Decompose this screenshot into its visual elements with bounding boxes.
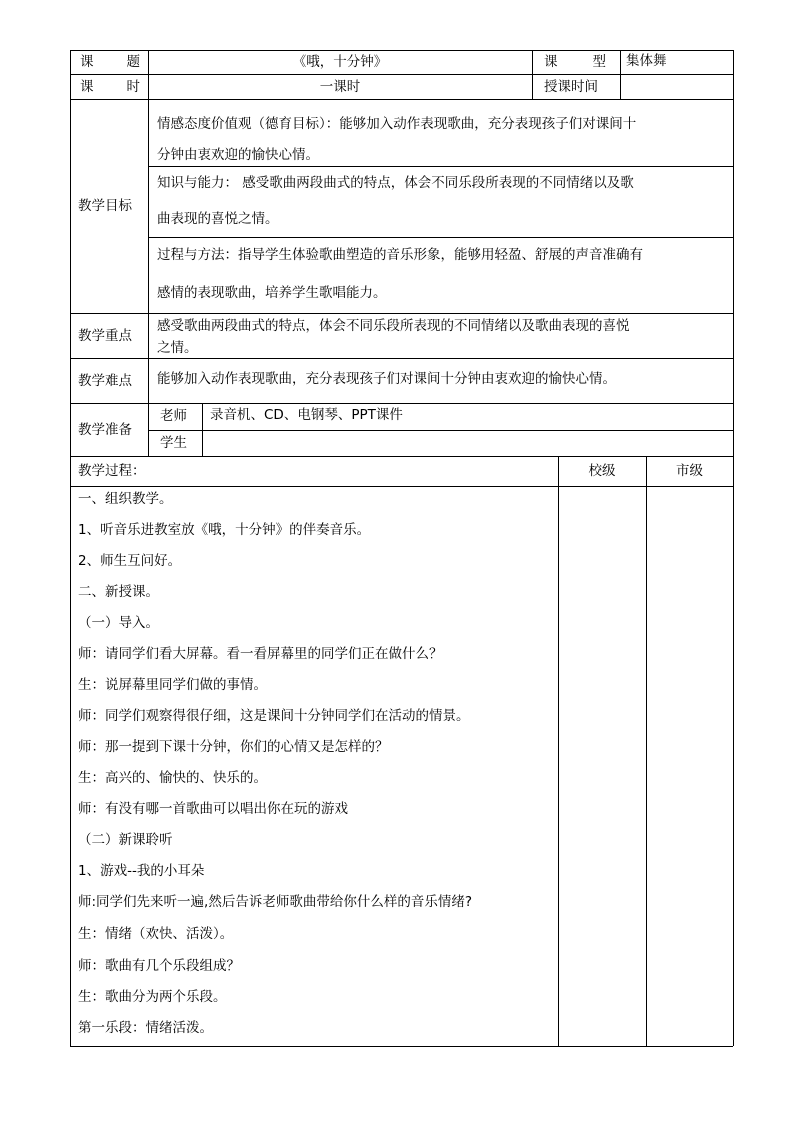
process-column-divider (646, 456, 647, 1046)
process-line: 第一乐段：情绪活泼。 (78, 1020, 213, 1036)
table-left-border (70, 50, 71, 1046)
topic-label: 课 题 (80, 54, 140, 70)
period-value: 一课时 (319, 79, 361, 95)
row-divider (70, 456, 733, 457)
difficulties-text: 能够加入动作表现歌曲，充分表现孩子们对课间十分钟由衷欢迎的愉快心情。 (157, 371, 616, 387)
process-title: 教学过程： (78, 463, 146, 479)
objective-process-line: 过程与方法：指导学生体验歌曲塑造的音乐形象，能够用轻盈、舒展的声音准确有 (157, 247, 643, 263)
process-line: 师：那一提到下课十分钟，你们的心情又是怎样的？ (78, 739, 389, 755)
row-divider (70, 358, 733, 359)
table-bottom-border (70, 1046, 733, 1047)
key-points-line: 之情。 (157, 340, 198, 356)
process-line: 2、师生互问好。 (78, 553, 182, 569)
type-label: 课 型 (544, 54, 606, 70)
process-column-divider (558, 456, 559, 1046)
process-line: 生：歌曲分为两个乐段。 (78, 989, 227, 1005)
row-divider (70, 99, 733, 100)
process-line: 生：情绪（欢快、活泼）。 (78, 926, 234, 942)
header-column-divider (620, 50, 621, 99)
process-line: 1、听音乐进教室放《哦，十分钟》的伴奏音乐。 (78, 522, 371, 538)
row-divider (70, 313, 733, 314)
header-column-divider (532, 50, 533, 99)
process-line: 一、组织教学。 (78, 491, 173, 507)
process-line: 师：有没有哪一首歌曲可以唱出你在玩的游戏 (78, 801, 348, 817)
table-right-border (733, 50, 734, 1046)
process-line: 师：同学们观察得很仔细，这是课间十分钟同学们在活动的情景。 (78, 708, 470, 724)
label-column-divider (148, 50, 149, 456)
process-line: 师：歌曲有几个乐段组成？ (78, 958, 240, 974)
row-divider (70, 486, 733, 487)
process-line: 1、游戏--我的小耳朵 (78, 863, 205, 879)
objectives-label: 教学目标 (78, 198, 132, 214)
process-line: 生：说屏幕里同学们做的事情。 (78, 677, 267, 693)
teacher-value: 录音机、CD、电钢琴、PPT课件 (210, 407, 403, 423)
school-level-label: 校级 (588, 463, 616, 479)
objective-knowledge-line: 曲表现的喜悦之情。 (157, 211, 279, 227)
process-line: 师：请同学们看大屏幕。看一看屏幕里的同学们正在做什么？ (78, 646, 443, 662)
process-line: 师:同学们先来听一遍,然后告诉老师歌曲带给你什么样的音乐情绪? (78, 894, 473, 910)
prep-divider (148, 430, 733, 431)
prep-column-divider (202, 403, 203, 456)
process-line: （二）新课聆听 (78, 832, 173, 848)
topic-value: 《哦，十分钟》 (292, 54, 388, 70)
objective-divider (148, 166, 733, 167)
table-top-border (70, 50, 733, 51)
row-divider (70, 403, 733, 404)
teacher-label: 老师 (160, 408, 187, 424)
period-label: 课 时 (80, 79, 140, 95)
preparation-label: 教学准备 (78, 422, 132, 438)
process-line: （一）导入。 (78, 615, 159, 631)
row-divider (70, 74, 733, 75)
process-line: 二、新授课。 (78, 584, 159, 600)
objective-process-line: 感情的表现歌曲，培养学生歌唱能力。 (157, 285, 387, 301)
student-label: 学生 (160, 435, 187, 451)
city-level-label: 市级 (676, 463, 703, 479)
difficulties-label: 教学难点 (78, 373, 132, 389)
objective-divider (148, 237, 733, 238)
type-value: 集体舞 (626, 53, 667, 69)
key-points-line: 感受歌曲两段曲式的特点，体会不同乐段所表现的不同情绪以及歌曲表现的喜悦 (157, 318, 630, 334)
time-label: 授课时间 (544, 79, 598, 95)
key-points-label: 教学重点 (78, 328, 132, 344)
objective-emotion-line: 情感态度价值观（德育目标）：能够加入动作表现歌曲，充分表现孩子们对课间十 (157, 116, 637, 132)
process-line: 生：高兴的、愉快的、快乐的。 (78, 770, 267, 786)
objective-emotion-line: 分钟由衷欢迎的愉快心情。 (157, 147, 319, 163)
objective-knowledge-line: 知识与能力： 感受歌曲两段曲式的特点，体会不同乐段所表现的不同情绪以及歌 (157, 175, 634, 191)
